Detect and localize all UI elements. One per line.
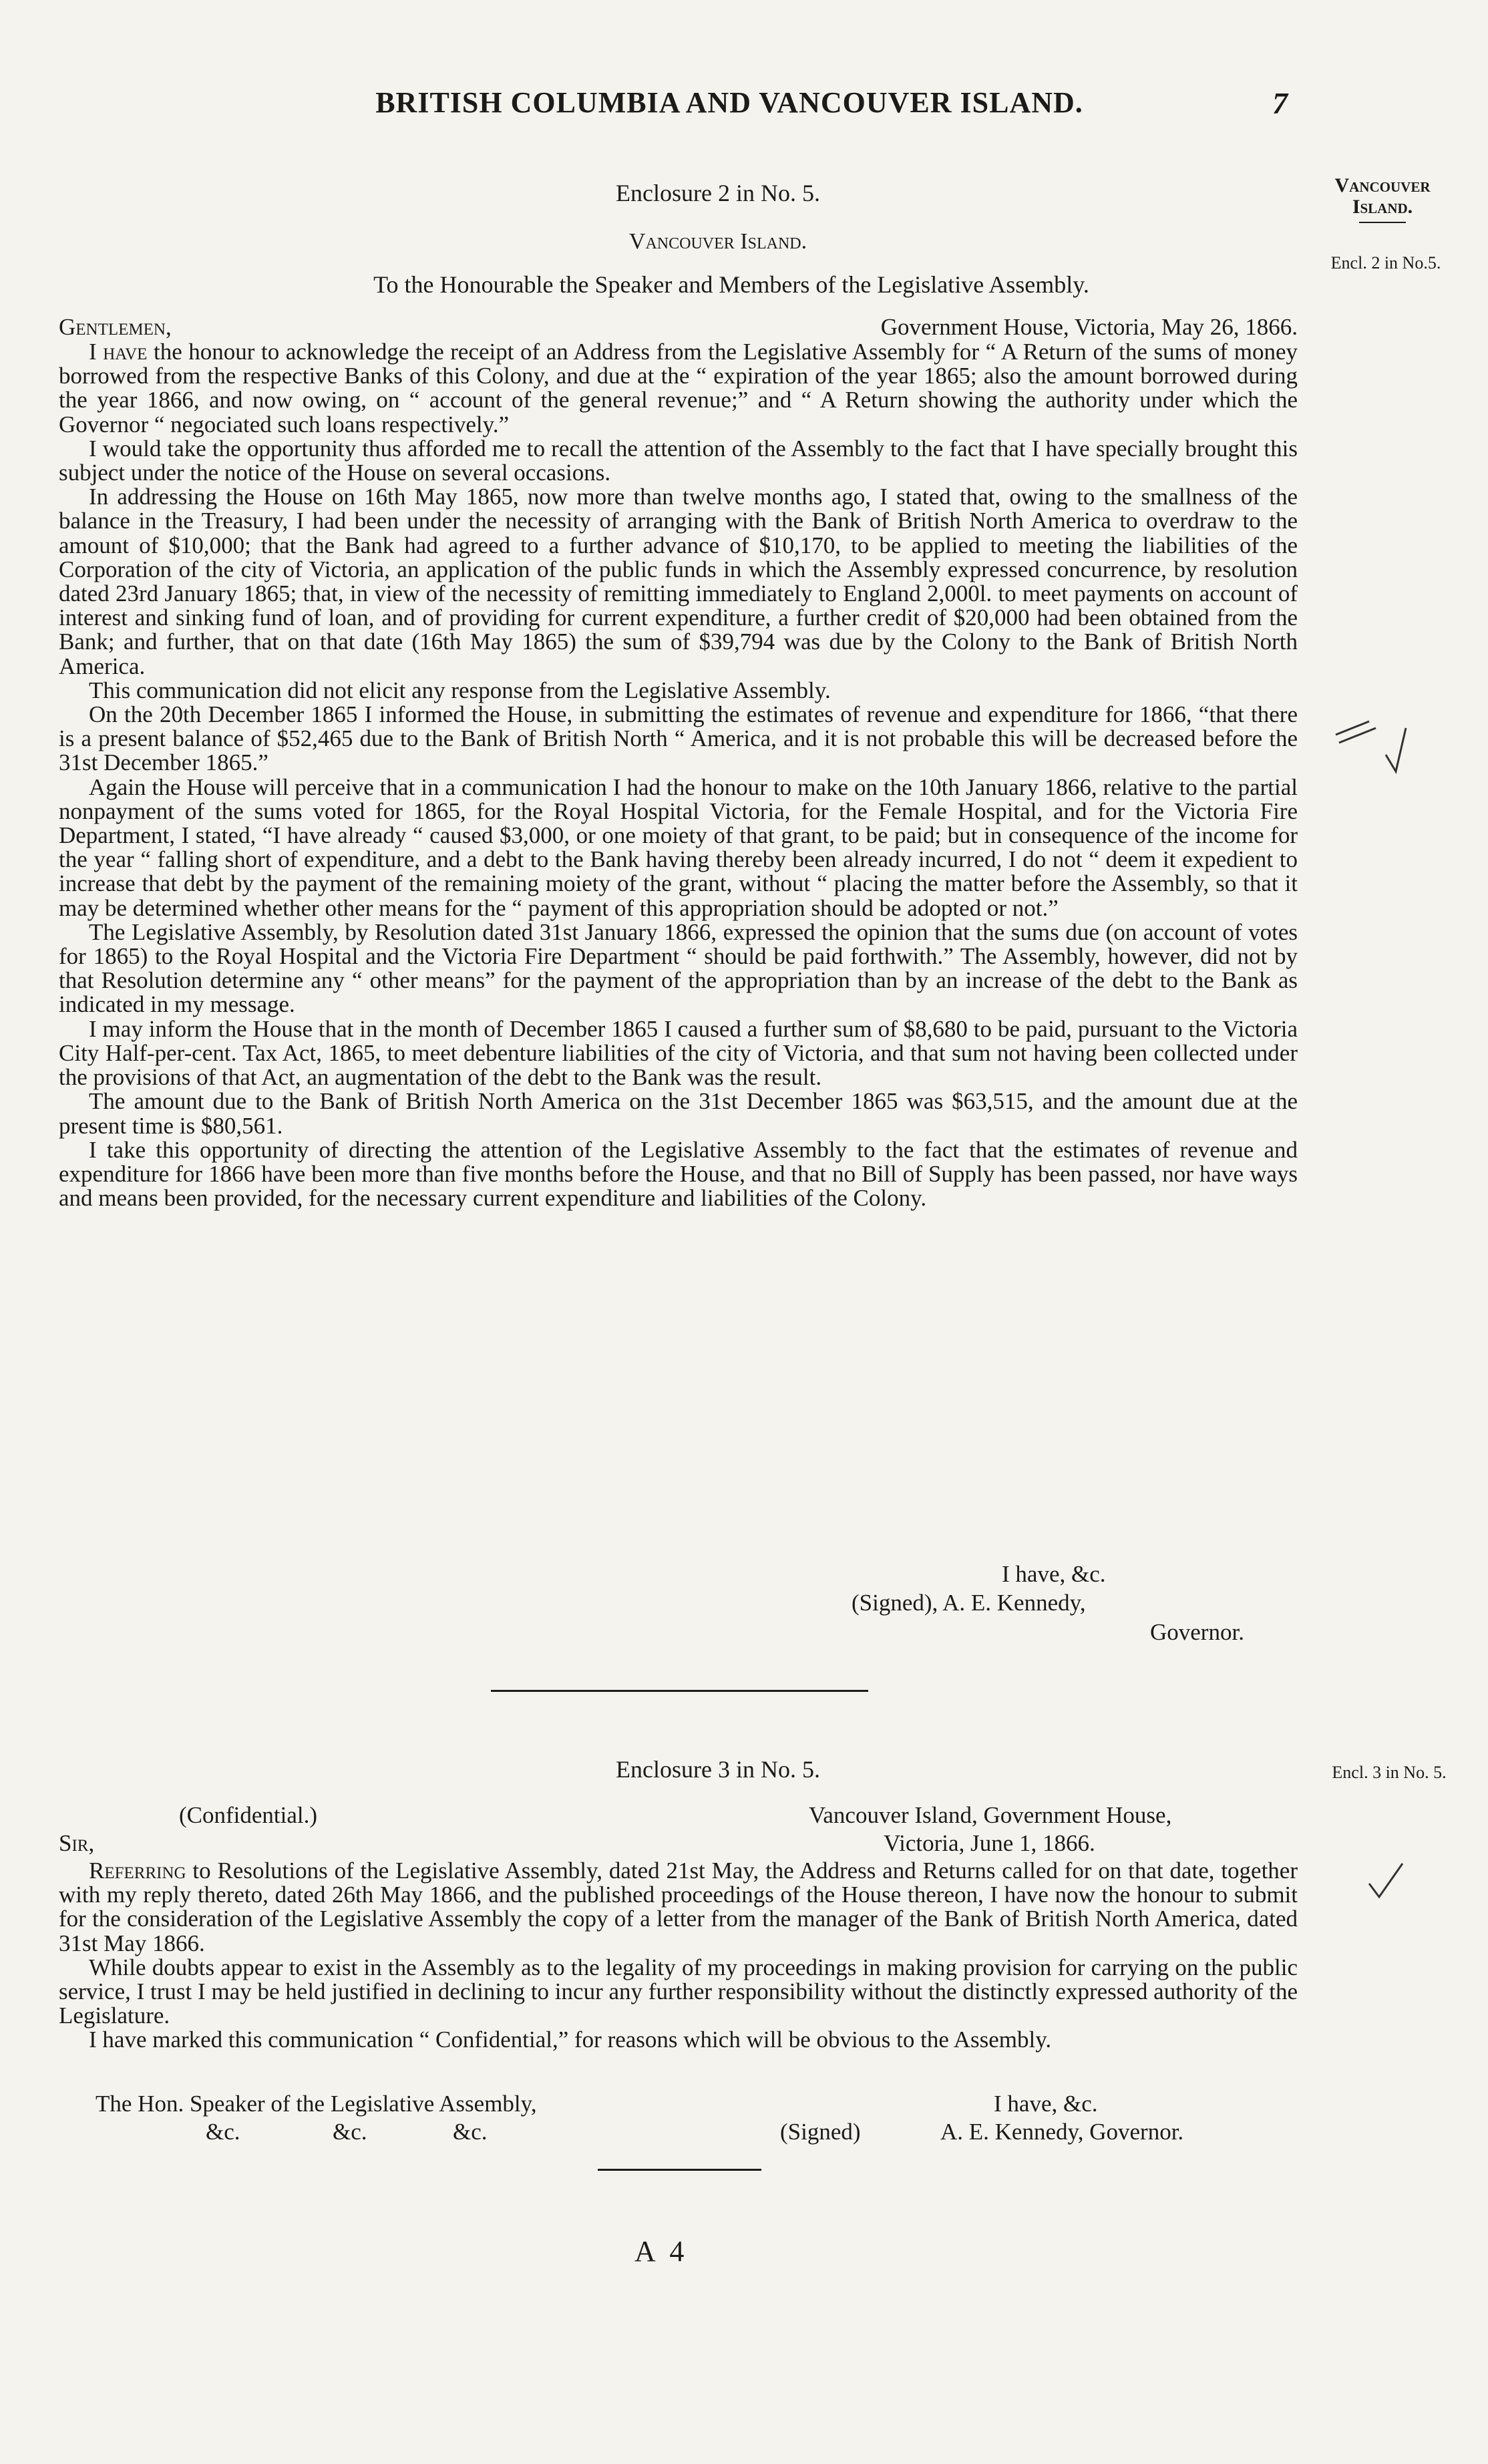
paragraph: On the 20th December 1865 I informed the House, in submitting the estimates of revenue and expenditure for 1866, “that there is a present balance of $52,465 due to the Bank of British North “ America, and it is not probable this will be decreased before the 31st December 1865.” [59, 701, 1298, 776]
printer-signature-mark: A 4 [634, 2235, 689, 2268]
paragraph-lead: I have [89, 339, 148, 365]
paragraph [59, 340, 1298, 437]
signed-label: (Signed) [780, 2119, 861, 2145]
etc-3: &c. [453, 2119, 488, 2145]
paragraph-text: the honour to acknowledge the receipt of an Address from the Legislative Assembly for “ A Return of the sums of money borrowed from the respective Banks of this Colony, and due at the “ expiration of the year 1865; also the amount borrowed during the year 1866, and now owing, on “ account of the general revenue;” and “ A Return showing the authority under which the Governor “ negociated such loans respectively.” [59, 339, 1298, 437]
paragraph: This communication did not elicit any response from the Legislative Assembly. [89, 677, 831, 703]
margin-colony-note [1306, 175, 1459, 226]
paragraph: In addressing the House on 16th May 1865, now more than twelve months ago, I stated that, owing to the smallness of the balance in the Treasury, I had been under the necessity of arranging with the Bank of British North America to overdraw to the amount of $10,000; that the Bank had agreed to a further advance of $10,170, to be applied to meeting the liabilities of the Corporation of the city of Victoria, an application of the public funds in which the Assembly expressed concurrence, by resolution dated 23rd January 1865; that, in view of the necessity of remitting immediately to England 2,000l. to meet payments on account of interest and sinking fund of loan, and of providing for current expenditure, a further credit of $20,000 had been obtained from the Bank; and further, that on that date (16th May 1865) the sum of $39,794 was due by the Colony to the Bank of British North America. [59, 484, 1298, 679]
handwritten-check-mark [1362, 1857, 1409, 1904]
paragraph [59, 1859, 1298, 1956]
paragraph: I would take the opportunity thus afforded me to recall the attention of the Assembly to the fact that I have specially brought this subject under the notice of the House on several occasions. [59, 435, 1298, 486]
paragraph: I have marked this communication “ Confidential,” for reasons which will be obvious to the Assembly. [89, 2027, 1052, 2053]
enclosure2-address: To the Honourable the Speaker and Members of the Legislative Assembly. [373, 271, 1089, 298]
enclosure2-salutation: Gentlemen, [59, 314, 172, 340]
paragraph: Again the House will perceive that in a communication I had the honour to make on the 10th January 1866, relative to the partial nonpayment of the sums voted for 1865, for the Royal Hospital Victoria, for the Female Hospital, and for the Victoria Fire Department, I stated, “I have already “ caused $3,000, or one moiety of that grant, to be paid; but in consequence of the income for the year “ falling short of expenditure, and a debt to the Bank having thereby been already incurred, I do not “ deem it expedient to increase that debt by the payment of the remaining moiety of the grant, without “ placing the matter before the Assembly, so that it may be determined whether other means for the “ payment of this appropriation should be adopted or not.” [59, 773, 1298, 921]
page-number: 7 [1272, 86, 1288, 120]
margin-encl3-note: Encl. 3 in No. 5. [1332, 1763, 1447, 1782]
closing-have: I have, &c. [994, 2091, 1098, 2117]
etc-1: &c. [206, 2119, 240, 2145]
enclosure2-sign-have: I have, &c. [1002, 1561, 1106, 1587]
paragraph: While doubts appear to exist in the Assembly as to the legality of my proceedings in making provision for carrying on the public service, I trust I may be held justified in declining to incur any further responsibility without the distinctly expressed authority of the Legislature. [59, 1954, 1298, 2029]
confidential-label: (Confidential.) [179, 1802, 318, 1828]
enclosure2-heading: Enclosure 2 in No. 5. [616, 180, 820, 206]
paragraph: The Legislative Assembly, by Resolution dated 31st January 1866, expressed the opinion that the sums due (on account of votes for 1865) to the Royal Hospital and the Victoria Fire Department “ should be paid forthwith.” The Assembly, however, did not by that Resolution determine any “ other means” for the payment of the appropriation than by an increase of the debt to the Bank as indicated in my message. [59, 918, 1298, 1018]
handwritten-check-mark [1329, 708, 1409, 781]
enclosure3-body [59, 1859, 1298, 2053]
paragraph: The amount due to the Bank of British North America on the 31st December 1865 was $63,515, and the amount due at the present time is $80,561. [59, 1088, 1298, 1139]
enclosure3-place: Vancouver Island, Government House, [809, 1802, 1172, 1828]
enclosure2-sign-signed: (Signed), A. E. Kennedy, [852, 1590, 1086, 1616]
paragraph: I may inform the House that in the month of December 1865 I caused a further sum of $8,680 to be paid, pursuant to the Victoria City Half-per-cent. Tax Act, 1865, to meet debenture liabilities of the city of Victoria, and that sum not having been collected under the provisions of that Act, an augmentation of the debt to the Bank was the result. [59, 1015, 1298, 1091]
etc-2: &c. [333, 2119, 367, 2145]
margin-rule [1359, 222, 1406, 223]
margin-colony-line2: Island. [1352, 196, 1413, 218]
running-title: BRITISH COLUMBIA AND VANCOUVER ISLAND. [375, 86, 1083, 119]
enclosure3-date: Victoria, June 1, 1866. [884, 1830, 1095, 1856]
enclosure3-heading: Enclosure 3 in No. 5. [616, 1756, 820, 1783]
section-divider [491, 1690, 868, 1692]
enclosure2-place-date: Government House, Victoria, May 26, 1866. [880, 314, 1298, 340]
paragraph-text: to Resolutions of the Legislative Assembly, dated 21st May, the Address and Returns called for on that date, together with my reply thereto, dated 26th May 1866, and the published proceedings of the House thereon, I have now the honour to submit for the consideration of the Legislative Assembly the copy of a letter from the manager of the Bank of British North America, dated 31st May 1866. [59, 1858, 1298, 1956]
enclosure2-sign-title: Governor. [1150, 1619, 1244, 1645]
margin-encl2-note: Encl. 2 in No.5. [1330, 253, 1441, 273]
signatory: A. E. Kennedy, Governor. [940, 2119, 1184, 2145]
addressee: The Hon. Speaker of the Legislative Assembly, [96, 2091, 537, 2117]
closing-rule [598, 2169, 761, 2171]
paragraph-lead: Referring [89, 1858, 186, 1884]
enclosure3-salutation: Sir, [59, 1830, 95, 1856]
enclosure2-body [59, 340, 1298, 1210]
paragraph: I take this opportunity of directing the attention of the Legislative Assembly to the fact that the estimates of revenue and expenditure for 1866 have been more than five months before the House, and that no Bill of Supply has been passed, nor have ways and means been provided, for the necessary current expenditure and liabilities of the Colony. [59, 1136, 1298, 1212]
enclosure2-subheading: Vancouver Island. [628, 229, 807, 254]
margin-colony-line1: Vancouver [1334, 174, 1431, 196]
